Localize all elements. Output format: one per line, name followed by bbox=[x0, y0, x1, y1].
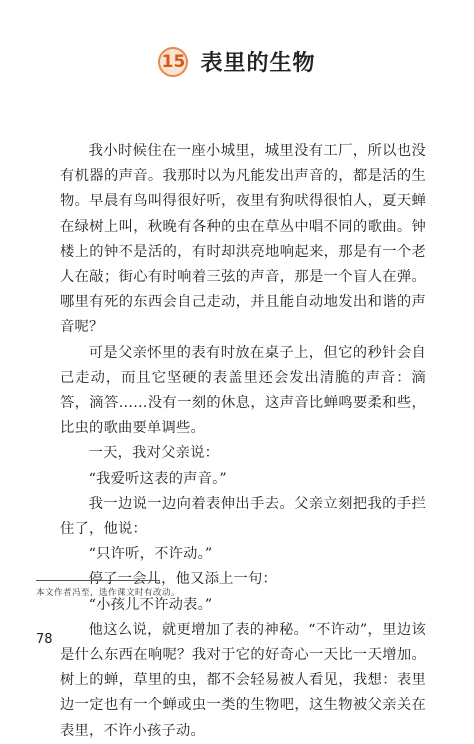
footnote: 本文作者冯至，选作课文时有改动。 bbox=[36, 588, 181, 598]
paragraph: 一天，我对父亲说： bbox=[88, 445, 220, 462]
paragraph: 可是父亲怀里的表有时放在桌子上，但它的秒针会自己走动，而且它坚硬的表盖里还会发出清脆的声音：滴答，滴答……没有一刻的休息，这声音比蝉鸣要柔和些，比虫的歌曲要单调些。 bbox=[60, 344, 426, 437]
paragraph: 我小时候住在一座小城里，城里没有工厂，所以也没有机器的声音。我那时以为凡能发出声音的，都是活的生物。早晨有鸟叫得很好听，夜里有狗吠得很怕人，夏天蝉在绿树上叫，秋晚有各种的虫在草丛中唱不同的歌曲。钟楼上的钟不是活的，有时却洪亮地响起来，那是有一个老人在敲；街心有时响着三弦的声音，那是一个盲人在弹。哪里有死的东西会自己走动，并且能自动地发出和谐的声音呢？ bbox=[60, 143, 426, 336]
footnote-divider bbox=[36, 580, 160, 581]
lesson-body bbox=[60, 139, 426, 744]
paragraph: 我一边说一边向着表伸出手去。父亲立刻把我的手拦住了，他说： bbox=[60, 495, 426, 538]
page-number: 78 bbox=[36, 632, 53, 647]
lesson-header bbox=[0, 46, 474, 77]
paragraph: 停了一会儿，他又添上一句： bbox=[88, 571, 278, 588]
lesson-title: 表里的生物 bbox=[200, 51, 316, 76]
paragraph: “我爱听这表的声音。” bbox=[88, 470, 227, 487]
lesson-number-badge: 15 bbox=[158, 47, 188, 77]
paragraph: “只许听，不许动。” bbox=[88, 546, 213, 563]
paragraph: “小孩儿不许动表。” bbox=[88, 596, 213, 613]
paragraph: 他这么说，就更增加了表的神秘。“不许动”，里边该是什么东西在响呢？我对于它的好奇心一天比一天增加。树上的蝉，草里的虫，都不会轻易被人看见，我想：表里边一定也有一个蝉或虫一类的生物吧，这生物被父亲关在表里，不许小孩子动。 bbox=[60, 621, 426, 739]
